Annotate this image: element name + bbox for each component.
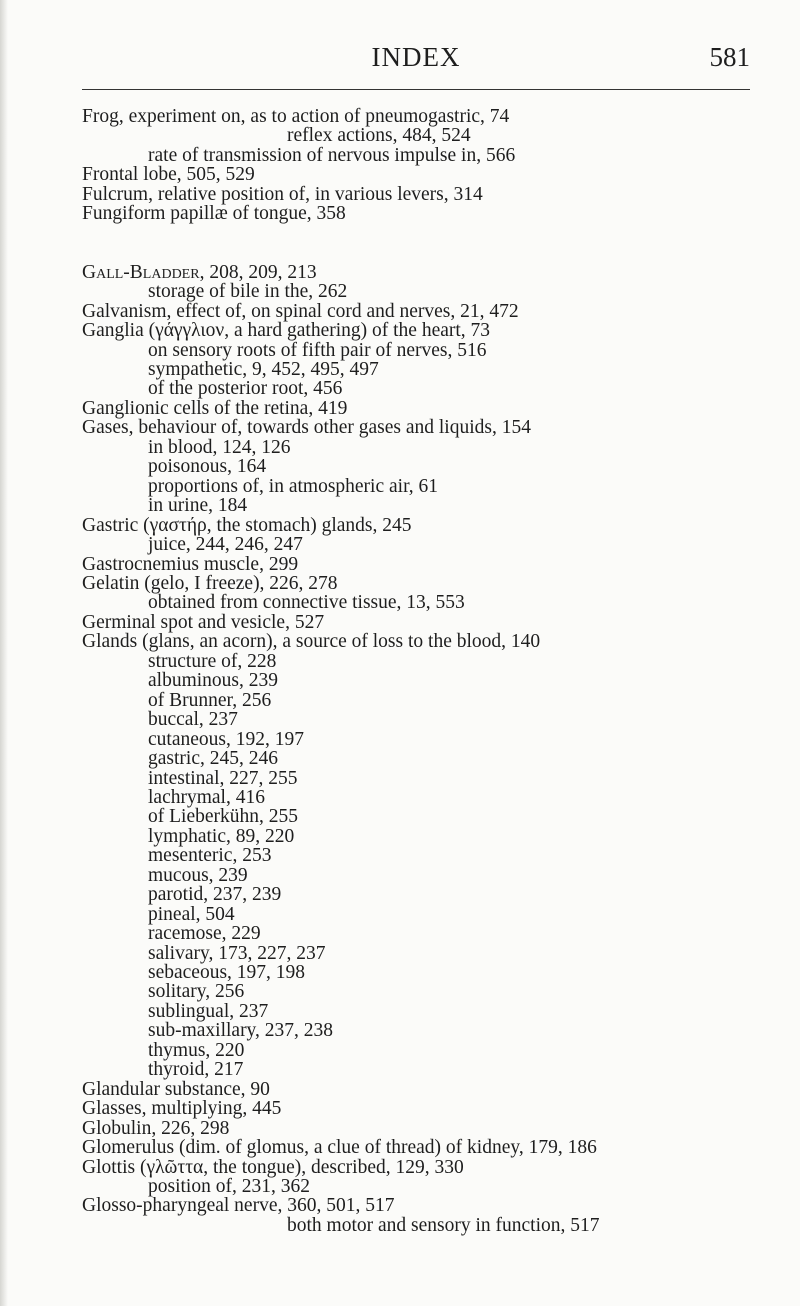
index-entry: Globulin, 226, 298	[82, 1117, 230, 1139]
index-entry: Germinal spot and vesicle, 527	[82, 611, 325, 633]
index-subentry: juice, 244, 246, 247	[148, 534, 303, 556]
index-subentry: of Lieberkühn, 255	[148, 806, 299, 828]
section-gap	[82, 224, 772, 263]
index-entry: Gases, behaviour of, towards other gases and liquids, 154	[82, 417, 531, 439]
index-entry: Frontal lobe, 505, 529	[82, 164, 255, 186]
index-subentry: both motor and sensory in function, 517	[287, 1214, 600, 1236]
index-subentry: storage of bile in the, 262	[148, 281, 348, 303]
index-entry: Gelatin (gelo, I freeze), 226, 278	[82, 572, 338, 594]
index-subentry: in blood, 124, 126	[148, 436, 291, 458]
index-entry: Glomerulus (dim. of glomus, a clue of thread) of kidney, 179, 186	[82, 1137, 597, 1159]
index-subentry: obtained from connective tissue, 13, 553	[148, 592, 465, 614]
index-subentry: cutaneous, 192, 197	[148, 728, 304, 750]
index-entry: Ganglionic cells of the retina, 419	[82, 397, 348, 419]
page-header	[82, 38, 750, 78]
index-subentry: pineal, 504	[148, 903, 235, 925]
index-entry: Fulcrum, relative position of, in various levers, 314	[82, 183, 483, 205]
index-subentry: sebaceous, 197, 198	[148, 962, 306, 984]
index-subentry: structure of, 228	[148, 650, 277, 672]
index-entry: Glands (glans, an acorn), a source of loss to the blood, 140	[82, 631, 541, 653]
index-subentry: racemose, 229	[148, 923, 261, 945]
index-subentry: intestinal, 227, 255	[148, 767, 298, 789]
index-entry: Gastric (γαστήρ, the stomach) glands, 245	[82, 514, 412, 536]
index-entry: Frog, experiment on, as to action of pneumogastric, 74	[82, 106, 510, 127]
index-subentry: buccal, 237	[148, 709, 238, 731]
index-subentry: position of, 231, 362	[148, 1176, 310, 1198]
index-subentry: sublingual, 237	[148, 1000, 269, 1022]
index-entry: Glandular substance, 90	[82, 1078, 270, 1100]
index-entry: Gastrocnemius muscle, 299	[82, 553, 299, 575]
index-subentry: parotid, 237, 239	[148, 884, 282, 906]
index-subentry: thymus, 220	[148, 1039, 245, 1061]
index-subentry: albuminous, 239	[148, 670, 278, 692]
page-title: INDEX	[371, 42, 461, 72]
index-entry: Galvanism, effect of, on spinal cord and nerves, 21, 472	[82, 300, 519, 322]
index-subentry: lymphatic, 89, 220	[148, 825, 295, 847]
index-entry: Ganglia (γάγγλιον, a hard gathering) of the heart, 73	[82, 320, 491, 342]
index-subentry: mucous, 239	[148, 864, 248, 886]
page-number: 581	[709, 42, 750, 72]
index-subentry: salivary, 173, 227, 237	[148, 942, 326, 964]
index-subentry: of Brunner, 256	[148, 689, 272, 711]
page-edge-shadow	[0, 0, 8, 1306]
index-entry: Glosso-pharyngeal nerve, 360, 501, 517	[82, 1195, 395, 1217]
index-subentry: thyroid, 217	[148, 1059, 244, 1081]
index-subentry: gastric, 245, 246	[148, 748, 278, 770]
index-entries	[82, 107, 772, 1235]
index-subentry: lachrymal, 416	[148, 786, 265, 808]
index-entry: Fungiform papillæ of tongue, 358	[82, 203, 346, 225]
index-subentry: sympathetic, 9, 452, 495, 497	[148, 358, 379, 380]
index-subentry: in urine, 184	[148, 495, 248, 517]
index-subentry: poisonous, 164	[148, 456, 267, 478]
index-subentry: of the posterior root, 456	[148, 378, 343, 400]
index-subentry: sub-maxillary, 237, 238	[148, 1020, 334, 1042]
index-subentry: solitary, 256	[148, 981, 245, 1003]
index-entry: Glasses, multiplying, 445	[82, 1098, 282, 1120]
index-subentry: reflex actions, 484, 524	[287, 125, 471, 147]
index-subentry: proportions of, in atmospheric air, 61	[148, 475, 439, 497]
index-subentry: on sensory roots of fifth pair of nerves, 516	[148, 339, 487, 361]
header-rule	[82, 89, 750, 90]
index-entry: Gall-Bladder, 208, 209, 213	[82, 261, 317, 283]
index-entry: Glottis (γλῶττα, the tongue), described, 129, 330	[82, 1156, 464, 1178]
index-subentry: mesenteric, 253	[148, 845, 272, 867]
index-subentry: rate of transmission of nervous impulse in, 566	[148, 144, 516, 166]
